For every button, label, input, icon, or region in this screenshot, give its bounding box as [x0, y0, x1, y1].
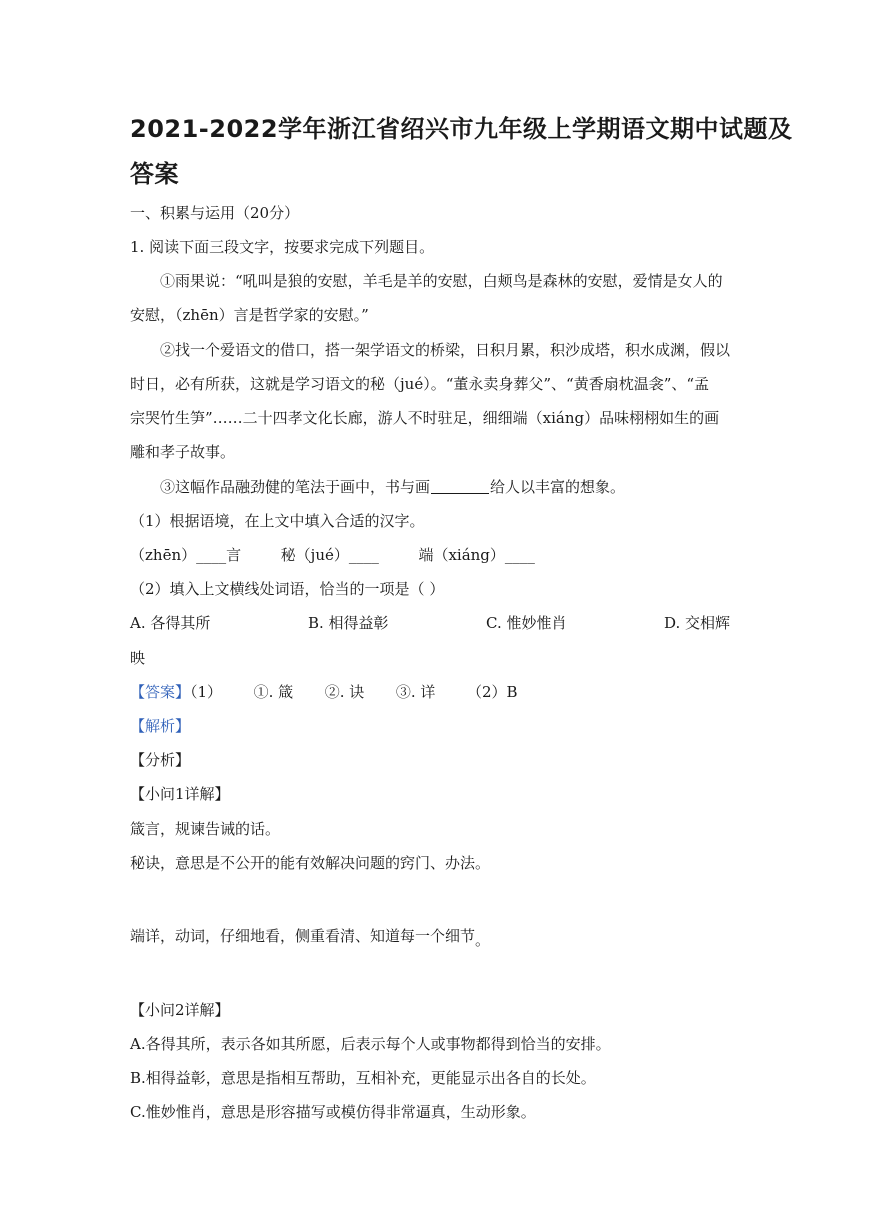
passage2-line1: ②找一个爱语文的借口，搭一架学语文的桥梁，日积月累，积沙成塔，积水成渊，假以 [160, 341, 731, 359]
subquestion-1: （1）根据语境，在上文中填入合适的汉字。 [130, 512, 425, 530]
detail2-option-b: B.相得益彰，意思是指相互帮助，互相补充，更能显示出各自的长处。 [130, 1069, 596, 1087]
detail2-option-c: C.惟妙惟肖，意思是形容描写或模仿得非常逼真，生动形象。 [130, 1103, 536, 1121]
option-d: D. 交相辉 [664, 614, 731, 632]
fill-blank [431, 477, 489, 494]
detail1-line1: 箴言，规谏告诫的话。 [130, 820, 281, 838]
answer-part-2: ①. 箴 [253, 683, 294, 701]
answer-line [130, 682, 518, 702]
passage2-line3: 宗哭竹生笋”……二十四孝文化长廊，游人不时驻足，细细端（xiáng）品味栩栩如生的画 [130, 409, 720, 427]
detail1-line2: 秘诀，意思是不公开的能有效解决问题的窍门、办法。 [130, 854, 491, 872]
detail1-line3-end: 。 [475, 931, 491, 949]
passage3-text-after: 给人以丰富的想象。 [490, 478, 626, 496]
analysis-label: 【解析】 [130, 717, 191, 735]
option-a: A. 各得其所 [130, 614, 211, 632]
passage3-line [160, 477, 625, 497]
item-jue: 秘（jué）____ [280, 546, 379, 564]
subquestion-2: （2）填入上文横线处词语，恰当的一项是（ ） [130, 580, 445, 598]
detail1-line3-text: 端详，动词，仔细地看，侧重看清、知道每一个细节 [130, 927, 476, 945]
doc-title-line1: 2021-2022学年浙江省绍兴市九年级上学期语文期中试题及 [130, 115, 793, 143]
option-b: B. 相得益彰 [308, 614, 389, 632]
answer-part-1: （1） [190, 683, 223, 701]
fenxi-label: 【分析】 [130, 751, 191, 769]
detail1-label: 【小问1详解】 [130, 785, 230, 803]
passage3-text-before: ③这幅作品融劲健的笔法于画中，书与画 [160, 478, 431, 496]
answer-part-4: ③. 详 [395, 683, 436, 701]
passage2-line2: 时日，必有所获，这就是学习语文的秘（jué）。“董永卖身葬父”、“黄香扇枕温衾”、“孟 [130, 375, 710, 393]
question-stem: 1. 阅读下面三段文字，按要求完成下列题目。 [130, 238, 435, 256]
answer-label: 【答案】 [130, 683, 191, 701]
passage1-line2: 安慰，（zhēn）言是哲学家的安慰。” [130, 306, 369, 324]
subquestion-1-items [130, 545, 535, 565]
passage1-line1: ①雨果说：“吼叫是狼的安慰，羊毛是羊的安慰，白颊鸟是森林的安慰，爱情是女人的 [160, 272, 723, 290]
answer-part-3: ②. 诀 [324, 683, 365, 701]
doc-title-line2: 答案 [130, 160, 179, 188]
detail1-line3 [130, 926, 491, 949]
detail2-option-a: A.各得其所，表示各如其所愿，后表示每个人或事物都得到恰当的安排。 [130, 1035, 611, 1053]
section-heading: 一、积累与运用（20分） [130, 204, 300, 222]
passage2-line4: 雕和孝子故事。 [130, 443, 236, 461]
answer-part-5: （2）B [466, 683, 518, 701]
option-d-wrap: 映 [130, 649, 146, 667]
item-zhen: （zhēn）____言 [130, 546, 242, 564]
detail2-label: 【小问2详解】 [130, 1001, 230, 1019]
item-xiang: 端（xiáng）____ [418, 546, 535, 564]
option-c: C. 惟妙惟肖 [486, 614, 567, 632]
